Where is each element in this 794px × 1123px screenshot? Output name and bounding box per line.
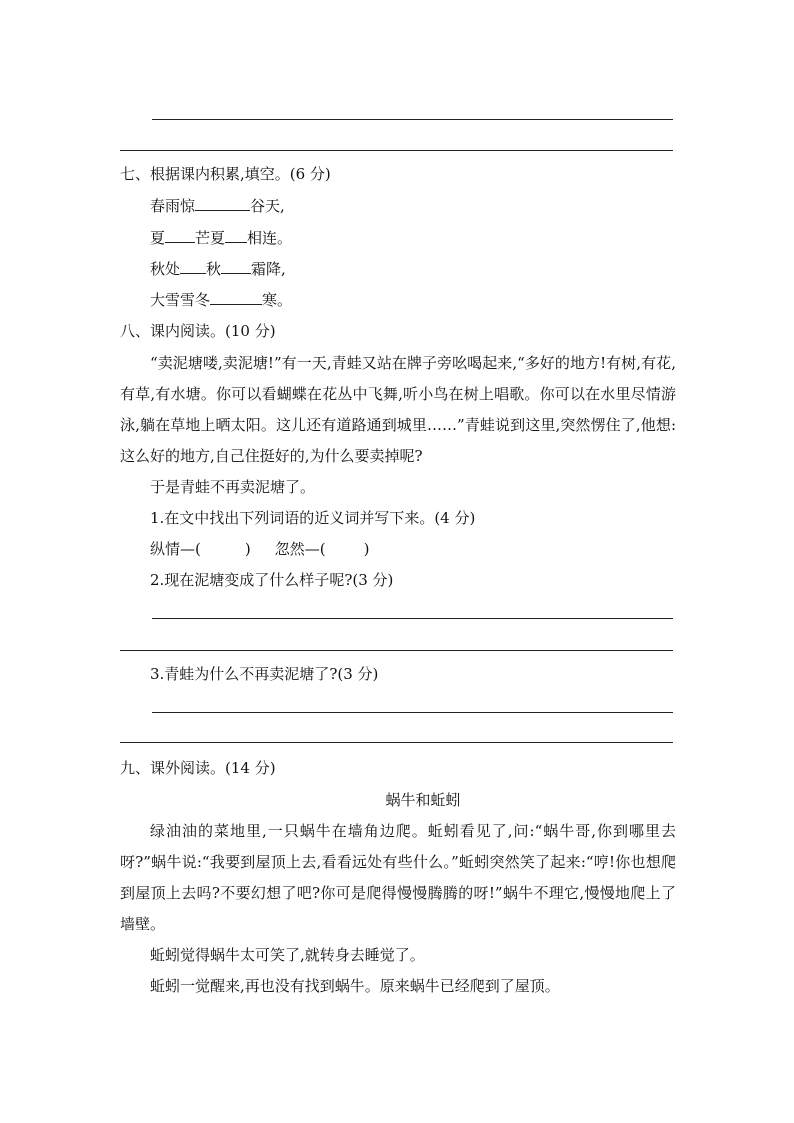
fill-line-1 (150, 196, 285, 216)
section-8-heading: 八、课内阅读。(10 分) (120, 322, 276, 340)
fill-text: 相连。 (247, 229, 293, 247)
answer-line[interactable] (152, 119, 673, 120)
synonym-prompt: 忽然—( (274, 540, 326, 558)
section-9-heading: 九、课外阅读。(14 分) (120, 759, 276, 777)
reading-passage: “卖泥塘喽,卖泥塘!”有一天,青蛙又站在牌子旁吆喝起来,“多好的地方!有树,有花,有草,有水塘。你可以看蝴蝶在花丛中飞舞,听小鸟在树上唱歌。你可以在水里尽情游泳,躺在草地上晒太阳。这儿还有道路通到城里……”青蛙说到这里,突然愣住了,他想:这么好的地方,自己住挺好的,为什么要卖掉呢? (120, 354, 676, 465)
story-paragraph: 绿油油的菜地里,一只蜗牛在墙角边爬。蚯蚓看见了,问:“蜗牛哥,你到哪里去呀?”蜗牛说:“我要到屋顶上去,看看远处有些什么。”蚯蚓突然笑了起来:“哼!你也想爬到屋顶上去吗?不要幻想了吧?你可是爬得慢慢腾腾的呀!”蜗牛不理它,慢慢地爬上了墙壁。 (120, 822, 676, 933)
fill-text: 秋处 (150, 260, 181, 278)
story-paragraph: 蚯蚓觉得蜗牛太可笑了,就转身去睡觉了。 (150, 946, 425, 964)
reading-passage-end: 于是青蛙不再卖泥塘了。 (150, 478, 316, 496)
answer-line[interactable] (152, 712, 673, 713)
fill-line-4 (150, 290, 292, 310)
question-2: 2.现在泥塘变成了什么样子呢?(3 分) (150, 571, 394, 589)
answer-line[interactable] (120, 742, 673, 743)
question-3: 3.青蛙为什么不再卖泥塘了?(3 分) (150, 665, 379, 683)
fill-text: 寒。 (262, 291, 293, 309)
fill-text: 芒夏 (195, 229, 226, 247)
fill-blank[interactable] (180, 259, 206, 274)
answer-line[interactable] (120, 650, 673, 651)
fill-blank[interactable] (210, 290, 262, 305)
paren-close: ) (244, 540, 251, 558)
fill-text: 大雪雪冬 (150, 291, 211, 309)
fill-blank[interactable] (221, 259, 251, 274)
fill-line-2 (150, 228, 292, 248)
fill-text: 秋 (206, 260, 222, 278)
answer-line[interactable] (152, 618, 673, 619)
paren-close: ) (363, 540, 370, 558)
fill-blank[interactable] (195, 196, 250, 211)
story-paragraph: 蚯蚓一觉醒来,再也没有找到蜗牛。原来蜗牛已经爬到了屋顶。 (150, 977, 560, 995)
synonym-row (150, 539, 369, 559)
fill-text: 谷天, (250, 197, 285, 215)
question-1: 1.在文中找出下列词语的近义词并写下来。(4 分) (150, 509, 476, 527)
fill-text: 夏 (150, 229, 166, 247)
answer-line[interactable] (120, 150, 673, 151)
fill-text: 春雨惊 (150, 197, 196, 215)
synonym-prompt: 纵情—( (150, 540, 201, 558)
section-7-heading: 七、根据课内积累,填空。(6 分) (120, 165, 331, 183)
story-title: 蜗牛和蚯蚓 (385, 791, 461, 809)
fill-blank[interactable] (225, 228, 247, 243)
fill-line-3 (150, 259, 286, 279)
fill-text: 霜降, (251, 260, 286, 278)
fill-blank[interactable] (165, 228, 195, 243)
